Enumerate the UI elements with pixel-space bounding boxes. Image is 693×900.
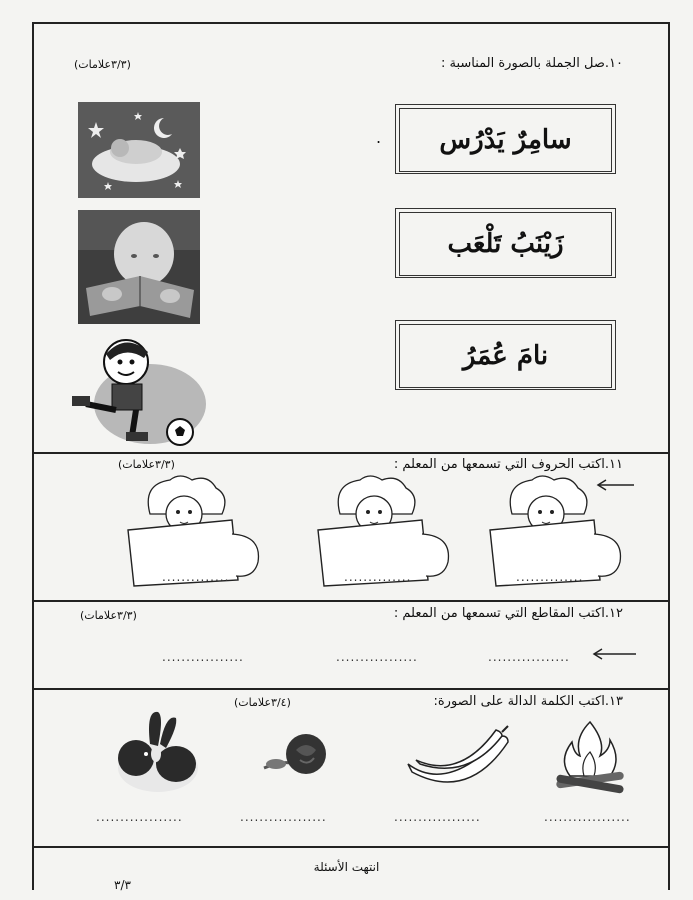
section-divider-4 xyxy=(32,846,670,848)
sentence-box-2[interactable] xyxy=(395,208,616,278)
q13-blank-3[interactable]: .................. xyxy=(394,810,481,824)
q11-blank-1[interactable]: .............. xyxy=(162,570,230,584)
bananas-picture xyxy=(402,720,514,796)
rose-picture xyxy=(258,724,332,780)
sentence-3: نامَ عُمَرُ xyxy=(399,324,612,388)
q12-marks: (٣/٣علامات) xyxy=(80,609,137,622)
q13-blank-2[interactable]: .................. xyxy=(240,810,327,824)
q13-marks: (٣/٤علامات) xyxy=(234,696,291,709)
q11-blank-2[interactable]: .............. xyxy=(344,570,412,584)
sentence-box-1[interactable] xyxy=(395,104,616,174)
arrow-left-icon xyxy=(590,647,636,661)
sentence-1: سامِرٌ يَدْرُس xyxy=(399,108,612,172)
campfire-picture xyxy=(548,718,632,796)
q11-marks: (٣/٣علامات) xyxy=(118,458,175,471)
stray-dot: . xyxy=(376,128,382,147)
section-divider-3 xyxy=(32,688,670,690)
sentence-box-3[interactable] xyxy=(395,320,616,390)
q12-blank-2[interactable]: ................. xyxy=(336,650,418,664)
q10-title: ١٠.صل الجملة بالصورة المناسبة : xyxy=(440,56,623,71)
q11-blank-3[interactable]: .............. xyxy=(516,570,584,584)
q10-marks: (٣/٣علامات) xyxy=(74,58,131,71)
q12-title: ١٢.اكتب المقاطع التي تسمعها من المعلم : xyxy=(393,606,623,621)
q12-blank-1[interactable]: ................. xyxy=(162,650,244,664)
rabbit-picture xyxy=(106,708,202,794)
sentence-2: زَيْنَبُ تَلْعَب xyxy=(399,212,612,276)
q13-title: ١٣.اكتب الكلمة الدالة على الصورة: xyxy=(433,694,623,709)
q13-blank-1[interactable]: .................. xyxy=(96,810,183,824)
top-border xyxy=(32,22,670,24)
page-number: ٣/٣ xyxy=(114,878,131,892)
section-divider-2 xyxy=(32,600,670,602)
section-divider-1 xyxy=(32,452,670,454)
boy-football-picture xyxy=(66,332,208,448)
q12-blank-3[interactable]: ................. xyxy=(488,650,570,664)
end-of-questions: انتهت الأسئلة xyxy=(313,860,380,874)
q11-title: ١١.اكتب الحروف التي تسمعها من المعلم : xyxy=(393,457,623,472)
child-reading-photo xyxy=(78,210,200,324)
q13-blank-4[interactable]: .................. xyxy=(544,810,631,824)
sleeping-baby-photo xyxy=(78,102,200,198)
